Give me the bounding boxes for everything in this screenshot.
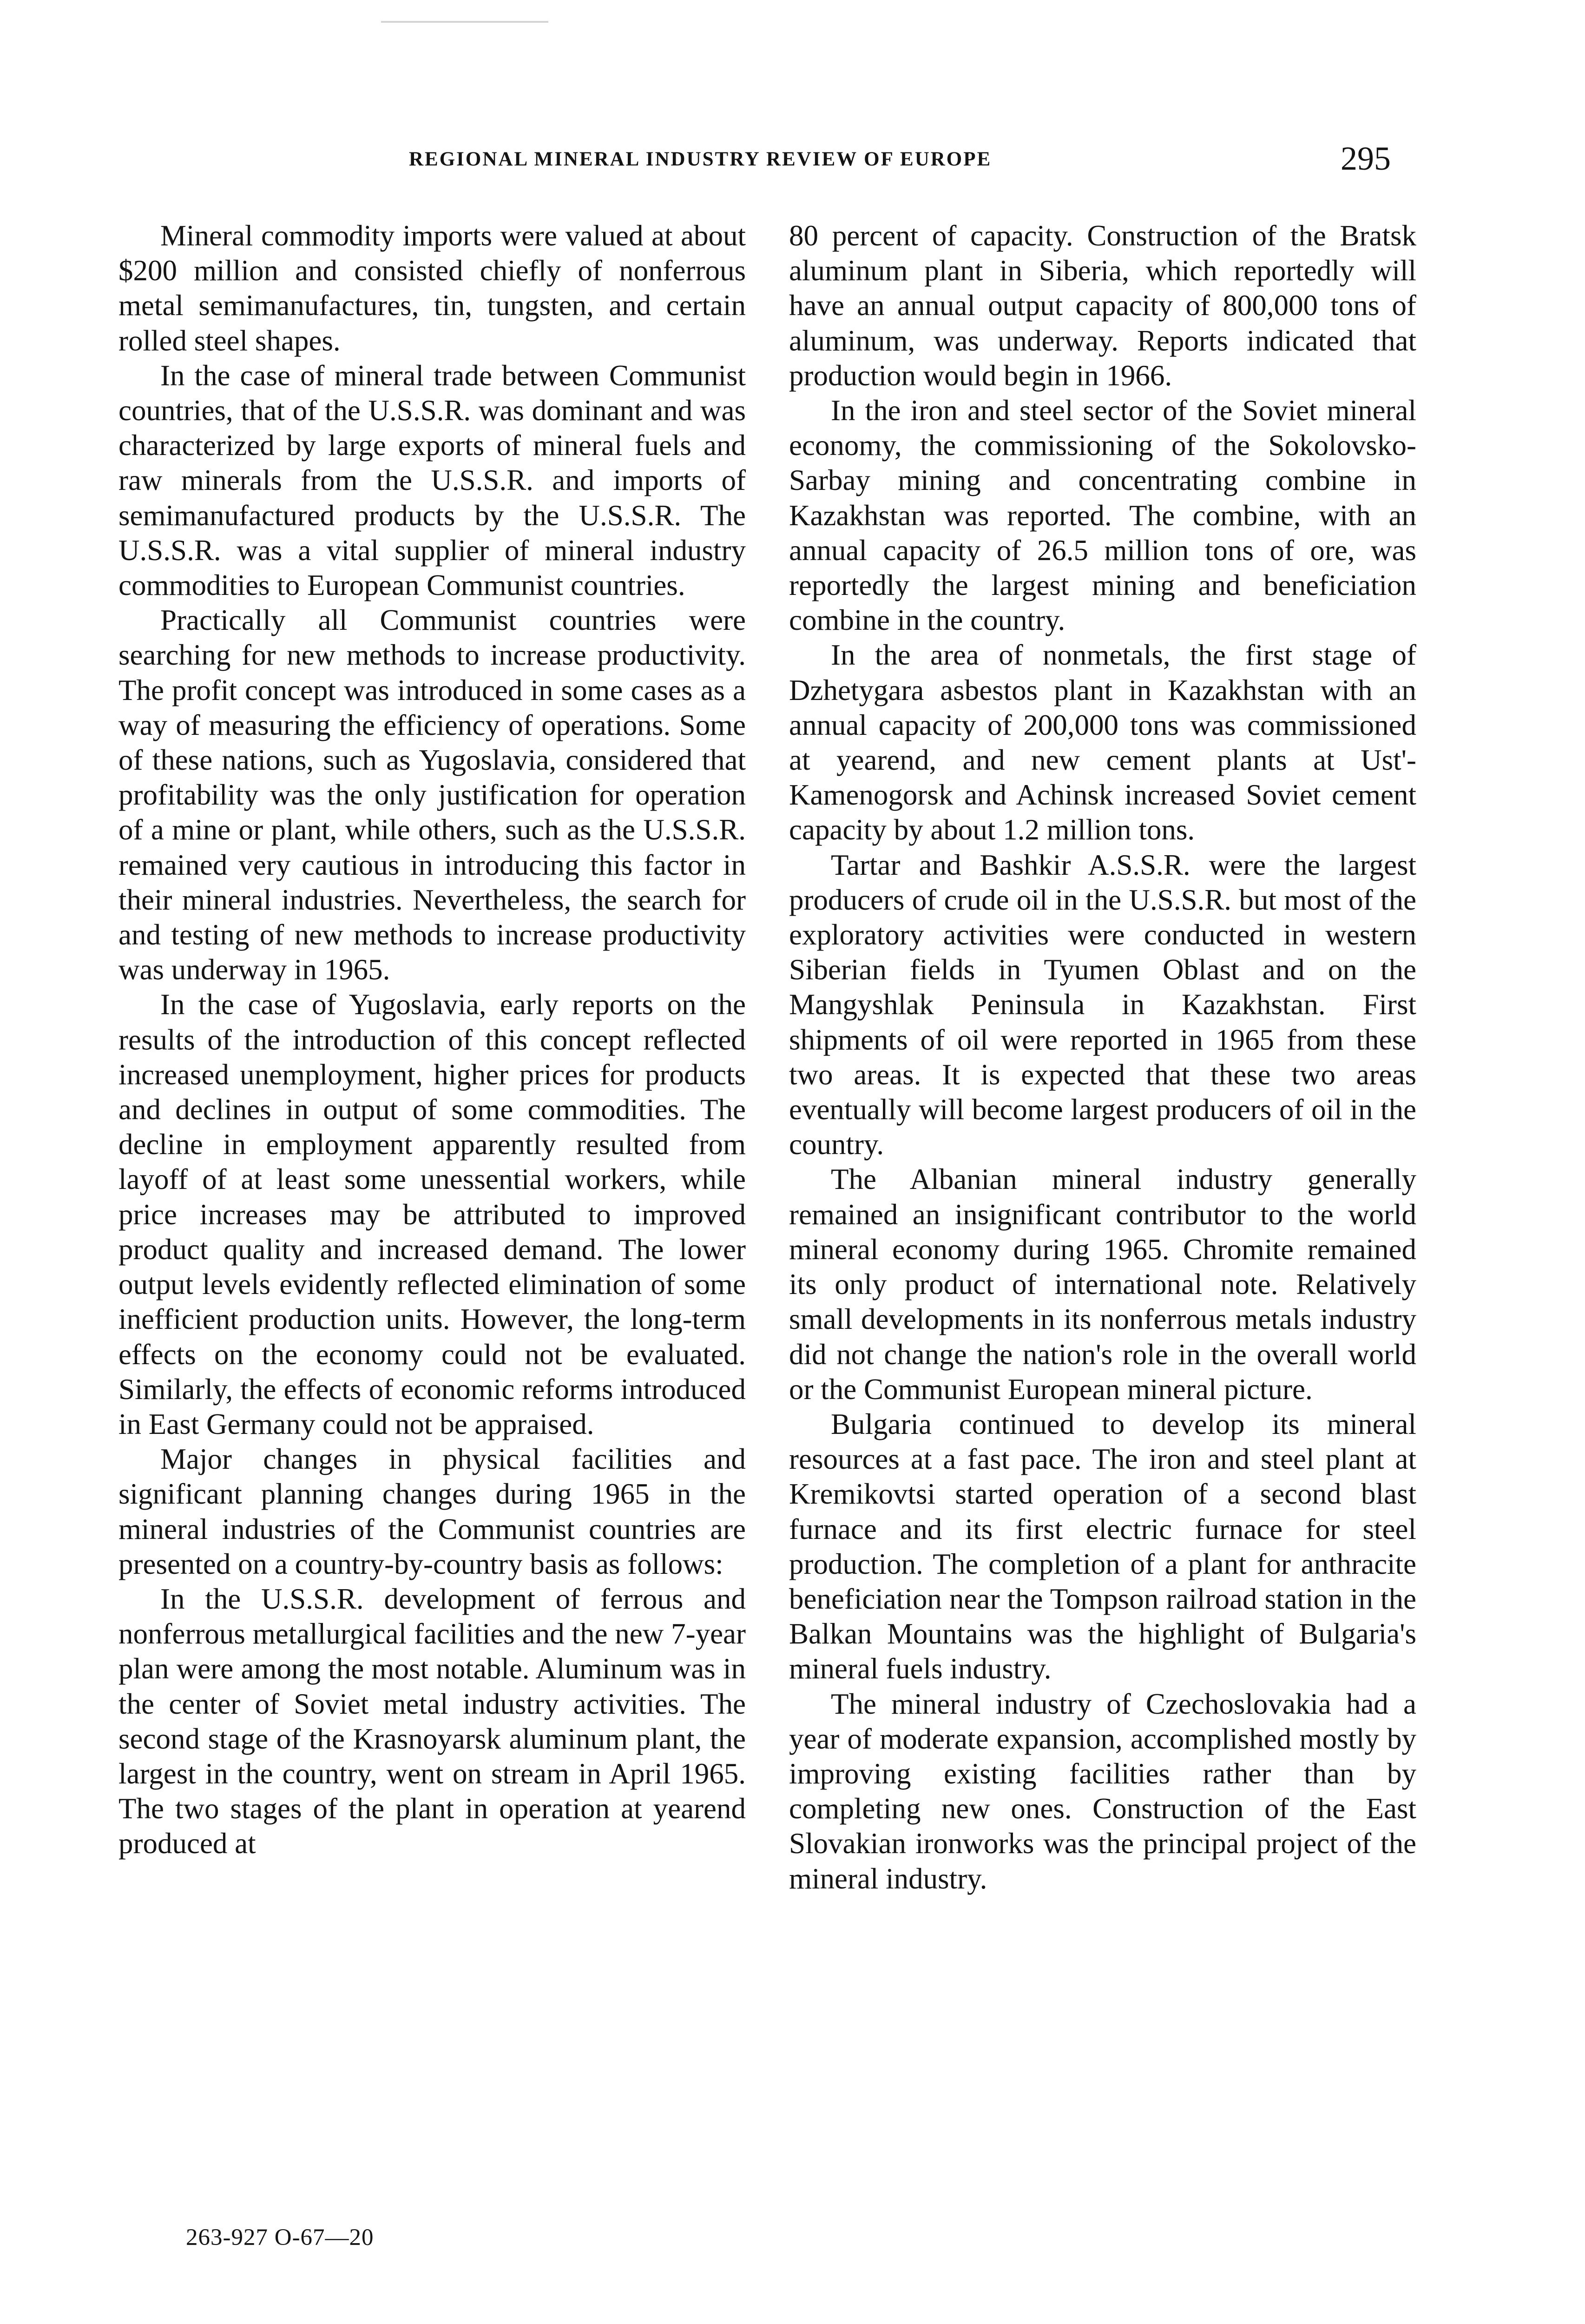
paragraph: 80 percent of capacity. Construction of the Bratsk aluminum plant in Siberia, which reportedly will have an annual output capacity of 800,000 tons of aluminum, was underway. Reports indicated that production would begin in 1966.: [789, 219, 1416, 392]
scan-artifact-line: [381, 21, 548, 23]
paragraph: In the area of nonmetals, the first stage of Dzhetygara asbestos plant in Kazakhstan with an annual capacity of 200,000 tons was commissioned at yearend, and new cement plants at Ust'-Kamenogorsk and Achinsk increased Soviet cement capacity by about 1.2 million tons.: [789, 639, 1416, 846]
paragraph: Practically all Communist countries were searching for new methods to increase productivity. The profit concept was introduced in some cases as a way of measuring the efficiency of operations. Some of these nations, such as Yugoslavia, considered that profitability was the only justification for operation of a mine or plant, while others, such as the U.S.S.R. remained very cautious in introducing this factor in their mineral industries. Nevertheless, the search for and testing of new methods to increase productivity was underway in 1965.: [118, 604, 746, 986]
page-number: 295: [1341, 140, 1391, 177]
paragraph: In the U.S.S.R. development of ferrous and nonferrous metallurgical facilities and the new 7-year plan were among the most notable. Aluminum was in the center of Soviet metal industry activities. The second stage of the Krasnoyarsk aluminum plant, the largest in the country, went on stream in April 1965. The two stages of the plant in operation at yearend produced at: [118, 1582, 746, 1860]
print-code: 263-927 O-67—20: [186, 2225, 374, 2251]
paragraph: Major changes in physical facilities and significant planning changes during 1965 in the mineral industries of the Communist countries are presented on a country-by-country basis as follows:: [118, 1443, 746, 1580]
running-header: REGIONAL MINERAL INDUSTRY REVIEW OF EUROPE: [409, 148, 992, 170]
paragraph: In the case of Yugoslavia, early reports on the results of the introduction of this concept reflected increased unemployment, higher prices for products and declines in output of some commodities. The decline in employment apparently resulted from layoff of at least some unessential workers, while price increases may be attributed to improved product quality and increased demand. The lower output levels evidently reflected elimination of some inefficient production units. However, the long-term effects on the economy could not be evaluated. Similarly, the effects of economic reforms introduced in East Germany could not be appraised.: [118, 988, 746, 1440]
paragraph: Mineral commodity imports were valued at about $200 million and consisted chiefly of nonferrous metal semimanufactures, tin, tungsten, and certain rolled steel shapes.: [118, 219, 746, 357]
left-column: [118, 218, 746, 1862]
paragraph: The Albanian mineral industry generally remained an insignificant contributor to the world mineral economy during 1965. Chromite remained its only product of international note. Relatively small developments in its nonferrous metals industry did not change the nation's role in the overall world or the Communist European mineral picture.: [789, 1163, 1416, 1406]
right-column: [789, 218, 1416, 1896]
paragraph: The mineral industry of Czechoslovakia had a year of moderate expansion, accomplished mostly by improving existing facilities rather than by completing new ones. Construction of the East Slovakian ironworks was the principal project of the mineral industry.: [789, 1687, 1416, 1895]
paragraph: In the case of mineral trade between Communist countries, that of the U.S.S.R. was dominant and was characterized by large exports of mineral fuels and raw minerals from the U.S.S.R. and imports of semimanufactured products by the U.S.S.R. The U.S.S.R. was a vital supplier of mineral industry commodities to European Communist countries.: [118, 359, 746, 602]
paragraph: Tartar and Bashkir A.S.S.R. were the largest producers of crude oil in the U.S.S.R. but most of the exploratory activities were conducted in western Siberian fields in Tyumen Oblast and on the Mangyshlak Peninsula in Kazakhstan. First shipments of oil were reported in 1965 from these two areas. It is expected that these two areas eventually will become largest producers of oil in the country.: [789, 848, 1416, 1161]
paragraph: Bulgaria continued to develop its mineral resources at a fast pace. The iron and steel plant at Kremikovtsi started operation of a second blast furnace and its first electric furnace for steel production. The completion of a plant for anthracite beneficiation near the Tompson railroad station in the Balkan Mountains was the highlight of Bulgaria's mineral fuels industry.: [789, 1407, 1416, 1685]
paragraph: In the iron and steel sector of the Soviet mineral economy, the commissioning of the Sokolovsko-Sarbay mining and concentrating combine in Kazakhstan was reported. The combine, with an annual capacity of 26.5 million tons of ore, was reportedly the largest mining and beneficiation combine in the country.: [789, 394, 1416, 637]
